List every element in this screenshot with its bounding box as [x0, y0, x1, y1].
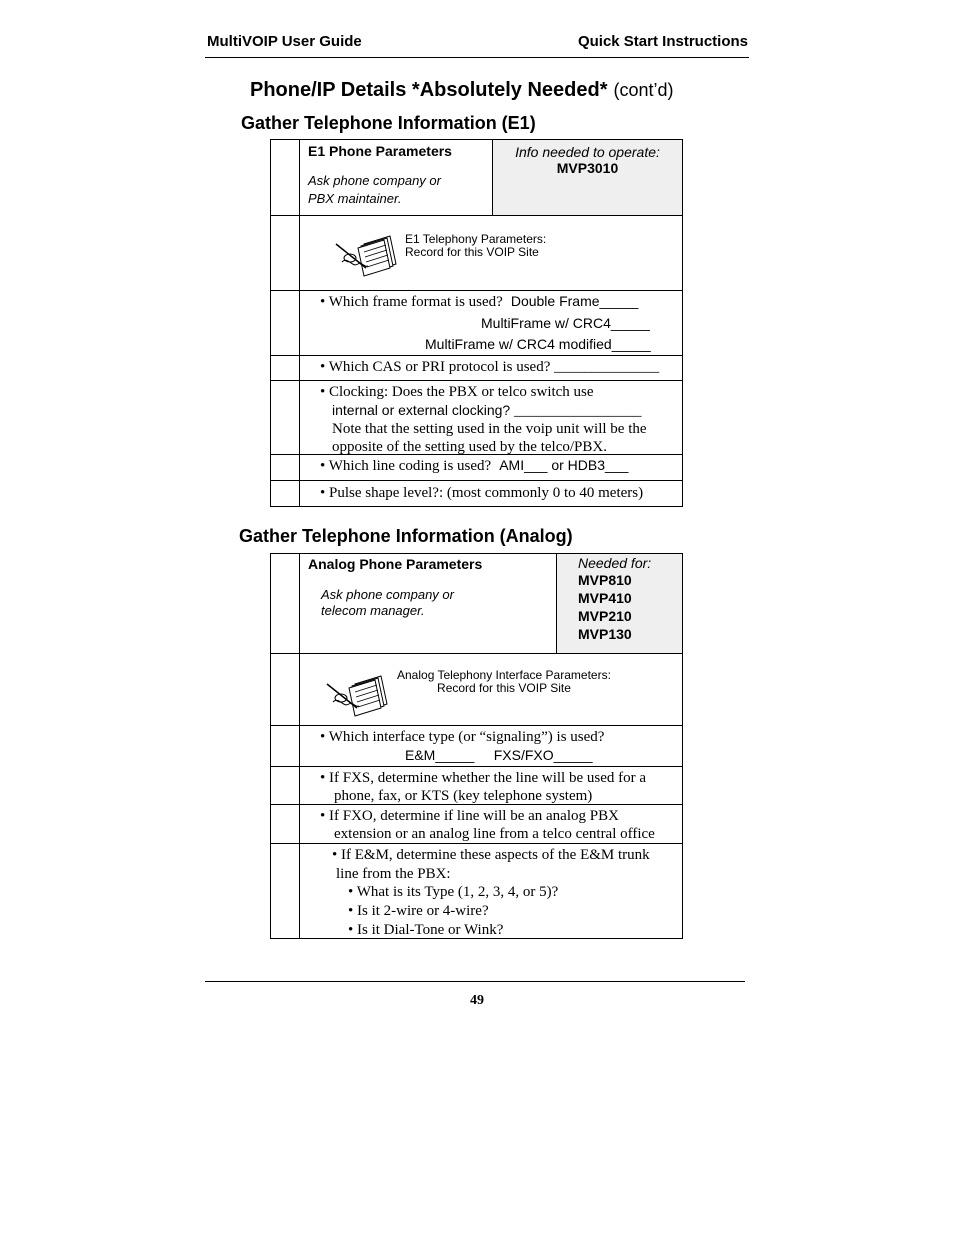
checkbox-cell [271, 554, 300, 653]
analog-fxs-line2: phone, fax, or KTS (key telephone system) [334, 788, 593, 804]
analog-em-line2: line from the PBX: [336, 865, 451, 882]
analog-fxs-cell [300, 767, 682, 804]
analog-em-line1: • If E&M, determine these aspects of the E&M trunk [332, 847, 650, 863]
e1-coding-question [320, 457, 628, 475]
e1-coding-cell [300, 455, 682, 480]
e1-ask-line2: PBX maintainer. [308, 191, 402, 206]
e1-info-box [492, 140, 682, 215]
running-header-right: Quick Start Instructions [577, 33, 748, 50]
e1-clock-cell [300, 381, 682, 454]
analog-em-cell [300, 844, 682, 938]
e1-frame-question [320, 293, 638, 311]
analog-models [578, 571, 682, 643]
checkbox-cell [271, 481, 300, 506]
analog-iface-question: • Which interface type (or “signaling”) is used? [320, 729, 605, 745]
e1-frame-cell [300, 291, 682, 355]
e1-info-label: Info needed to operate: [515, 144, 660, 160]
header-rule [205, 57, 749, 58]
analog-ask-note [321, 587, 454, 619]
analog-record-line2: Record for this VOIP Site [437, 681, 571, 695]
analog-record-cell [300, 654, 682, 725]
analog-em-type: • What is its Type (1, 2, 3, 4, or 5)? [348, 884, 559, 901]
e1-frame-opt2: MultiFrame w/ CRC4_____ [481, 315, 650, 331]
e1-frame-row [270, 290, 683, 356]
analog-needed-label: Needed for: [578, 555, 652, 571]
e1-clock-line4: opposite of the setting used by the telco/PBX. [332, 439, 607, 455]
checkbox-cell [271, 654, 300, 725]
e1-record-line1: E1 Telephony Parameters: [405, 232, 547, 246]
analog-fxo-line1: • If FXO, determine if line will be an analog PBX [320, 808, 619, 824]
analog-params-title: Analog Phone Parameters [308, 556, 483, 572]
e1-clock-question [320, 383, 647, 456]
page-number: 49 [470, 993, 484, 1008]
e1-cas-question: • Which CAS or PRI protocol is used? ______________ [320, 359, 660, 375]
checkbox-cell [271, 356, 300, 380]
e1-pulse-cell [300, 481, 682, 506]
analog-section-heading: Gather Telephone Information (Analog) [239, 526, 573, 546]
e1-pulse-row [270, 480, 683, 507]
analog-fxs-row [270, 766, 683, 805]
checkbox-cell [271, 805, 300, 843]
e1-coding-opts: AMI___ or HDB3___ [499, 457, 629, 473]
analog-em-question [332, 846, 650, 940]
e1-coding-q-text: • Which line coding is used? [320, 458, 492, 474]
e1-clock-row [270, 380, 683, 455]
e1-frame-opt1: Double Frame_____ [510, 293, 639, 309]
analog-fxo-line2: extension or an analog line from a telco central office [334, 826, 655, 842]
analog-ask-line2: telecom manager. [321, 603, 425, 618]
notepad-pencil-icon [334, 234, 398, 278]
analog-model: MVP410 [578, 590, 632, 606]
e1-coding-row [270, 454, 683, 481]
analog-fxs-question [320, 769, 646, 805]
checkbox-cell [271, 140, 300, 215]
analog-ask-line1: Ask phone company or [321, 587, 454, 602]
analog-em-signal: • Is it Dial-Tone or Wink? [348, 921, 504, 938]
analog-params-cell [300, 554, 682, 653]
checkbox-cell [271, 455, 300, 480]
analog-record-label [397, 669, 611, 695]
e1-ask-line1: Ask phone company or [308, 173, 441, 188]
page-title-cont: (cont’d) [613, 80, 674, 100]
checkbox-cell [271, 726, 300, 766]
page-title [250, 79, 674, 102]
e1-record-line2: Record for this VOIP Site [405, 245, 539, 259]
analog-needed-box [556, 554, 682, 653]
analog-em-wire: • Is it 2-wire or 4-wire? [348, 903, 489, 920]
analog-fxs-line1: • If FXS, determine whether the line will be used for a [320, 770, 646, 786]
e1-record-cell [300, 216, 682, 290]
analog-model: MVP810 [578, 572, 632, 588]
analog-record-row [270, 653, 683, 726]
notepad-pencil-icon [325, 674, 389, 718]
analog-iface-row [270, 725, 683, 767]
checkbox-cell [271, 216, 300, 290]
e1-info-model: MVP3010 [556, 160, 619, 176]
analog-em-row [270, 843, 683, 939]
e1-cas-row [270, 355, 683, 381]
e1-record-label [405, 233, 546, 259]
e1-params-title: E1 Phone Parameters [308, 143, 452, 159]
e1-clock-line1: • Clocking: Does the PBX or telco switch use [320, 384, 594, 400]
e1-pulse-question: • Pulse shape level?: (most commonly 0 to 40 meters) [320, 485, 644, 501]
e1-frame-q-text: • Which frame format is used? [320, 294, 503, 310]
checkbox-cell [271, 844, 300, 938]
checkbox-cell [271, 291, 300, 355]
e1-section-heading: Gather Telephone Information (E1) [241, 113, 536, 133]
analog-model: MVP210 [578, 608, 632, 624]
analog-record-line1: Analog Telephony Interface Parameters: [397, 668, 611, 682]
e1-params-cell [300, 140, 682, 215]
e1-ask-note [308, 172, 441, 208]
analog-iface-cell [300, 726, 682, 766]
checkbox-cell [271, 767, 300, 804]
analog-iface-opts: E&M_____ FXS/FXO_____ [405, 747, 593, 763]
e1-clock-line3: Note that the setting used in the voip unit will be the [332, 421, 647, 437]
e1-clock-line2: internal or external clocking? [332, 402, 511, 418]
e1-frame-opt3: MultiFrame w/ CRC4 modified_____ [425, 336, 651, 352]
e1-params-row [270, 139, 683, 216]
footer-rule [205, 981, 745, 982]
analog-params-row [270, 553, 683, 654]
e1-clock-blank: _________________ [513, 403, 642, 419]
page-title-main: Phone/IP Details *Absolutely Needed* [250, 79, 608, 101]
analog-model: MVP130 [578, 626, 632, 642]
checkbox-cell [271, 381, 300, 454]
analog-fxo-row [270, 804, 683, 844]
analog-fxo-question [320, 807, 655, 843]
e1-record-row [270, 215, 683, 291]
running-header-left: MultiVOIP User Guide [207, 33, 362, 50]
analog-fxo-cell [300, 805, 682, 843]
e1-cas-cell [300, 356, 682, 380]
